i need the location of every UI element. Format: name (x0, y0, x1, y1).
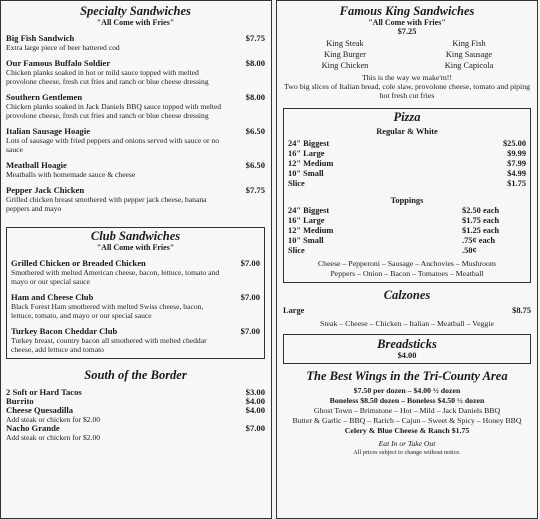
wings-price: $7.50 per dozen – $4.00 ½ dozen (353, 386, 461, 395)
price: $1.25 each (462, 226, 500, 235)
king-item: King Burger (324, 50, 366, 59)
toppings-line: Peppers – Onion – Bacon – Tomatoes – Meatball (330, 269, 484, 278)
item-name: Cheese Quesadilla (6, 405, 74, 415)
pizza-size-row (288, 159, 526, 169)
pizza-size-row (288, 149, 526, 159)
menu-item (6, 424, 265, 433)
specialty-section (6, 5, 265, 213)
price: .50¢ (462, 246, 477, 255)
king-section (283, 5, 531, 100)
eat-in-note: Eat In or Take Out (378, 439, 436, 448)
border-title: South of the Border (84, 368, 187, 382)
toppings-list (288, 259, 526, 279)
item-price: $7.00 (245, 423, 265, 433)
breadsticks-title: Breadsticks (377, 337, 437, 351)
item-price: $4.00 (245, 396, 265, 406)
pizza-section (283, 108, 531, 283)
item-price: $7.00 (240, 292, 260, 302)
item-price: $7.00 (240, 326, 260, 336)
size: 10" Small (288, 236, 324, 245)
topping-row (288, 206, 526, 216)
price: $9.99 (507, 149, 526, 158)
menu-item (6, 388, 265, 397)
wings-side: Celery & Blue Cheese & Ranch $1.75 (344, 426, 470, 435)
item-name: Ham and Cheese Club (11, 292, 94, 302)
item-price: $6.50 (245, 126, 265, 136)
size: 16" Large (288, 149, 325, 158)
size: 12" Medium (288, 159, 334, 168)
king-title: Famous King Sandwiches (339, 4, 475, 18)
menu-item (6, 58, 265, 86)
item-name: Nacho Grande (6, 423, 60, 433)
item-name: Turkey Bacon Cheddar Club (11, 326, 118, 336)
calzone-fillings: Steak – Cheese – Chicken – Italian – Meatball – Veggie (320, 319, 494, 328)
item-desc: Chicken planks soaked in Jack Daniels BBQ sauce topped with melted provolone cheese, fresh cut fries and ranch or blue cheese dressing (6, 102, 222, 120)
item-name: Grilled Chicken or Breaded Chicken (11, 258, 146, 268)
menu-item (6, 185, 265, 213)
menu-item (6, 406, 265, 415)
item-desc: Add steak or chicken for $2.00 (6, 433, 101, 442)
price: $4.99 (507, 169, 526, 178)
calzones-title: Calzones (383, 288, 431, 302)
size: 10" Small (288, 169, 324, 178)
menu-item (6, 126, 265, 154)
item-price: $8.00 (245, 92, 265, 102)
item-desc: Black Forest Ham smothered with melted Swiss cheese, bacon, lettuce, tomato, and mayo or our special sauce (11, 302, 204, 320)
topping-row (288, 216, 526, 226)
price: $2.50 each (462, 206, 500, 215)
size: 24" Biggest (288, 139, 330, 148)
wings-boneless: Boneless $8.50 dozen – Boneless $4.50 ½ dozen (329, 396, 485, 405)
item-name: 2 Soft or Hard Tacos (6, 387, 82, 397)
item-price: $8.00 (245, 58, 265, 68)
king-subtitle: "All Come with Fries" (368, 18, 446, 27)
item-desc: Extra large piece of beer battered cod (6, 43, 120, 52)
club-title: Club Sandwiches (90, 229, 181, 243)
item-price: $6.50 (245, 160, 265, 170)
item-desc: Grilled chicken breast smothered with pepper jack cheese, banana peppers and mayo (6, 195, 207, 213)
king-note: This is the way we make'm!! (362, 73, 452, 82)
menu-item (6, 92, 265, 120)
item-desc: Smothered with melted American cheese, bacon, lettuce, tomato and mayo or our special sauce (11, 268, 220, 286)
item-name: Meatball Hoagie (6, 160, 67, 170)
item-name: Big Fish Sandwich (6, 33, 75, 43)
item-name: Pepper Jack Chicken (6, 185, 85, 195)
wings-section (283, 370, 531, 457)
king-item: King Sausage (445, 50, 493, 59)
item-desc: Chicken planks soaked in hot or mild sauce topped with melted provolone cheese, fresh cut fries and ranch or blue cheese dressing (6, 68, 209, 86)
pizza-size-row (288, 179, 526, 189)
calzone-row (283, 306, 531, 316)
price: $25.00 (502, 139, 526, 148)
right-column (276, 0, 538, 519)
price-note: All prices subject to change without notice. (353, 449, 461, 456)
item-name: Italian Sausage Hoagie (6, 126, 91, 136)
item-price: $7.75 (245, 33, 265, 43)
item-price: $3.00 (245, 387, 265, 397)
specialty-subtitle: "All Come with Fries" (96, 18, 175, 27)
size: Slice (288, 179, 305, 188)
price: $8.75 (512, 306, 531, 315)
club-section (6, 227, 265, 359)
calzones-section (283, 289, 531, 328)
size: 16" Large (288, 216, 325, 225)
item-name: Southern Gentlemen (6, 92, 83, 102)
item-price: $7.75 (245, 185, 265, 195)
toppings-head: Toppings (390, 196, 424, 205)
price: $7.99 (507, 159, 526, 168)
border-section (6, 369, 265, 442)
price: $1.75 (507, 179, 526, 188)
king-list (283, 38, 531, 71)
item-desc: Lots of sausage with fried peppers and onions served with sauce or no sauce (6, 136, 219, 154)
specialty-title: Specialty Sandwiches (80, 4, 191, 18)
menu-item (6, 33, 265, 52)
club-subtitle: "All Come with Fries" (96, 243, 175, 252)
menu-item (11, 326, 260, 354)
king-price: $7.25 (397, 27, 417, 36)
size: Slice (288, 246, 305, 255)
pizza-head: Regular & White (376, 127, 438, 136)
item-desc: Add steak or chicken for $2.00 (6, 415, 101, 424)
menu-item (11, 292, 260, 320)
size: Large (283, 306, 305, 315)
size: 12" Medium (288, 226, 334, 235)
price: $1.75 each (462, 216, 500, 225)
topping-row (288, 226, 526, 236)
item-name: Our Famous Buffalo Soldier (6, 58, 111, 68)
toppings-line: Cheese – Pepperoni – Sausage – Anchovies – Mushroom (317, 259, 496, 268)
wings-flavors: Ghost Town – Brimstone – Hot – Mild – Jack Daniels BBQ (313, 406, 501, 415)
king-item: King Steak (326, 39, 364, 48)
pizza-size-row (288, 169, 526, 179)
king-description: Two big slices of Italian bread, cole slaw, provolone cheese, tomato and piping hot fresh cut fries (284, 82, 530, 100)
wings-title: The Best Wings in the Tri-County Area (306, 369, 508, 383)
breadsticks-price: $4.00 (397, 351, 417, 360)
item-name: Burrito (6, 396, 34, 406)
king-item: King Capicola (444, 61, 494, 70)
topping-row (288, 246, 526, 256)
king-item: King Chicken (321, 61, 369, 70)
king-item: King Fish (452, 39, 486, 48)
menu-item (6, 160, 265, 179)
item-desc: Meatballs with homemade sauce & cheese (6, 170, 136, 179)
breadsticks-section (283, 334, 531, 364)
size: 24" Biggest (288, 206, 330, 215)
menu-item (11, 258, 260, 286)
item-price: $7.00 (240, 258, 260, 268)
topping-row (288, 236, 526, 246)
pizza-title: Pizza (393, 110, 421, 124)
price: .75¢ each (462, 236, 496, 245)
wings-flavors: Butter & Garlic – BBQ – Rarich – Cajun – Sweet & Spicy – Honey BBQ (292, 416, 522, 425)
pizza-size-row (288, 139, 526, 149)
item-price: $4.00 (245, 405, 265, 415)
item-desc: Turkey breast, country bacon all smothered with melted cheddar cheese, add lettuce and tomato (11, 336, 207, 354)
